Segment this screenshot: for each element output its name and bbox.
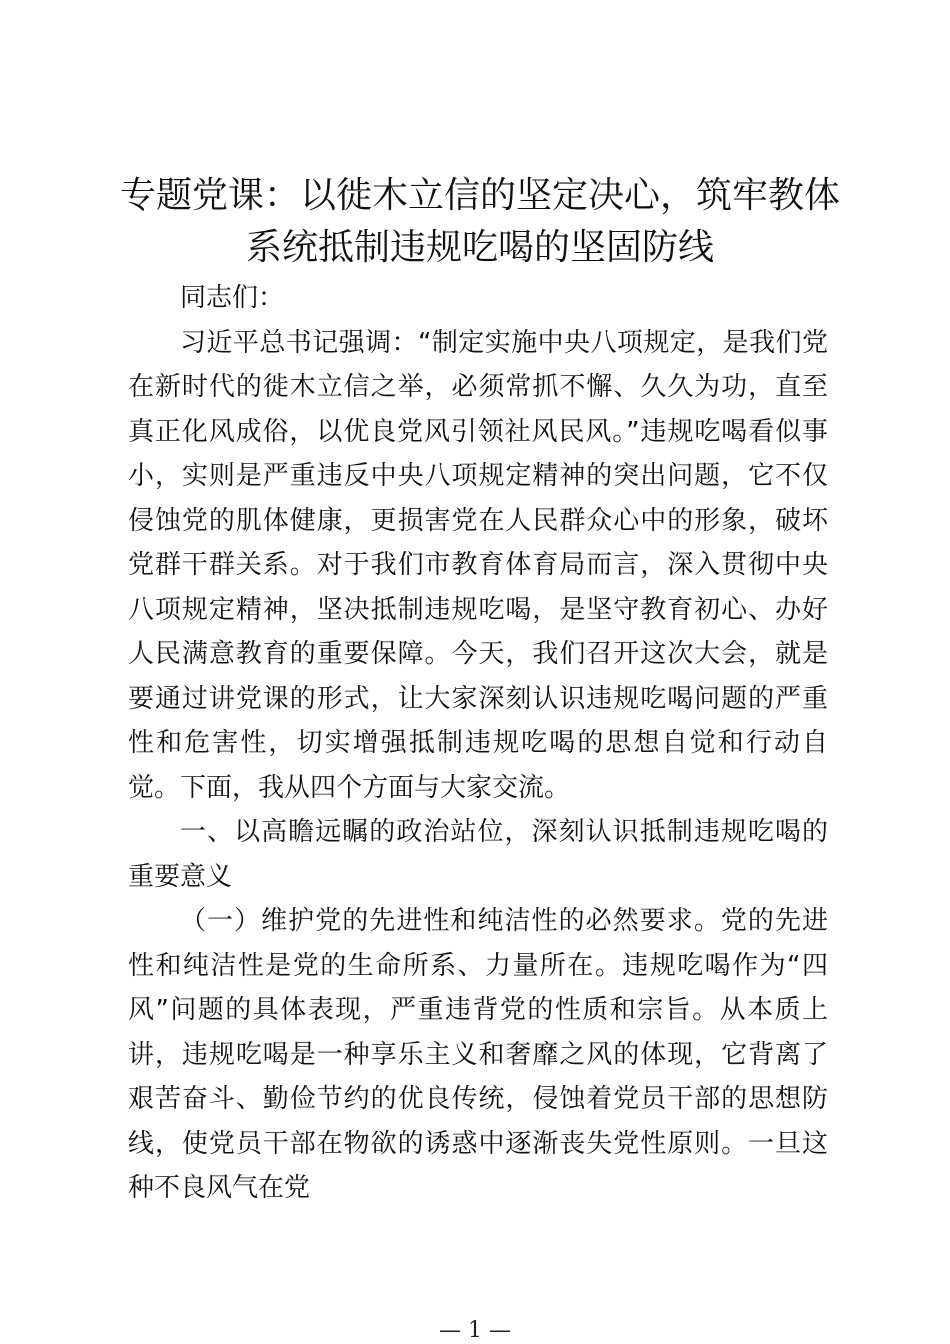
page-number: — 1 — [439, 1318, 511, 1343]
subsection-paragraph-1: （一）维护党的先进性和纯洁性的必然要求。党的先进性和纯洁性是党的生命所系、力量所在。违规吃喝作为“四风”问题的具体表现，严重违背党的性质和宗旨。从本质上讲，违规吃喝是一种享乐主义和奢靡之风的体现，它背离了艰苦奋斗、勤俭节约的优良传统，侵蚀着党员干部的思想防线，使党员干部在物欲的诱惑中逐渐丧失党性原则。一旦这种不良风气在党 [128, 906, 828, 1203]
salutation-paragraph: 同志们： [180, 283, 285, 313]
title-line-2: 系统抵制违规吃喝的坚固防线 [245, 227, 714, 268]
title-line-1: 专题党课：以徙木立信的坚定决心，筑牢教体 [119, 175, 840, 216]
document-title [118, 170, 842, 274]
document-body [128, 276, 828, 1211]
section-heading-1: 一、以高瞻远瞩的政治站位，深刻认识抵制违规吃喝的重要意义 [128, 817, 828, 892]
intro-paragraph: 习近平总书记强调：“制定实施中央八项规定，是我们党在新时代的徙木立信之举，必须常抓不懈、久久为功，直至真正化风成俗，以优良党风引领社风民风。”违规吃喝看似事小，实则是严重违反中央八项规定精神的突出问题，它不仅侵蚀党的肌体健康，更损害党在人民群众心中的形象，破坏党群干群关系。对于我们市教育体育局而言，深入贯彻中央八项规定精神，坚决抵制违规吃喝，是坚守教育初心、办好人民满意教育的重要保障。今天，我们召开这次大会，就是要通过讲党课的形式，让大家深刻认识违规吃喝问题的严重性和危害性，切实增强抵制违规吃喝的思想自觉和行动自觉。下面，我从四个方面与大家交流。 [128, 327, 828, 803]
